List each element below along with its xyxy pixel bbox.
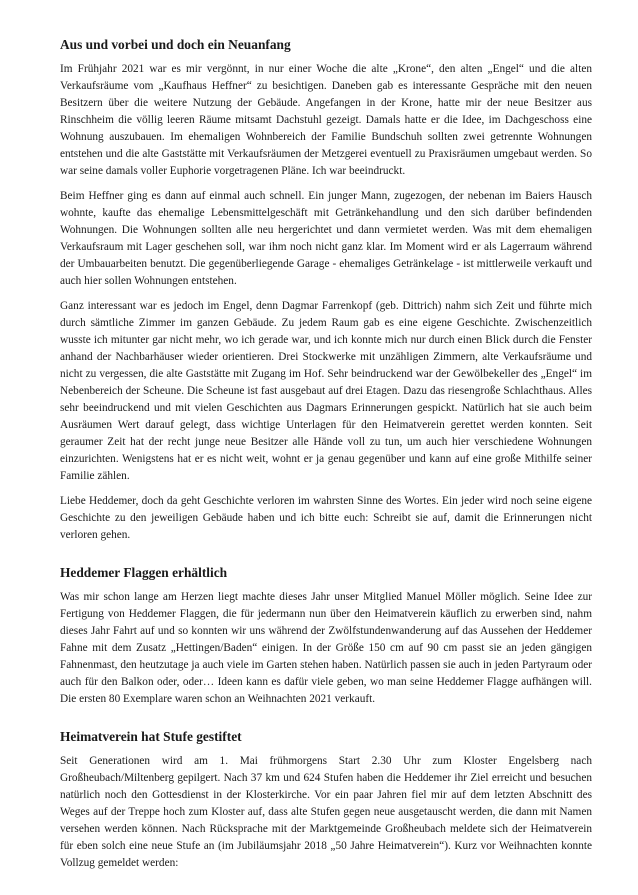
section-heading-neuanfang: Aus und vorbei und doch ein Neuanfang	[60, 37, 291, 52]
section-heading-stufe: Heimatverein hat Stufe gestiftet	[60, 729, 242, 744]
paragraph: Was mir schon lange am Herzen liegt machte dieses Jahr unser Mitglied Manuel Möller möglich. Seine Idee zur Fertigung von Heddemer Flaggen, die für jedermann nun über den Heimatverein käuflich zu erwerben sind, nahm dieses Jahr Fahrt auf und so konnten wir uns während der Zwölfstundenwanderung auf das Aussehen der Heddemer Fahne mit dem Zusatz „Hettingen/Baden“ einigen. In der Größe 150 cm auf 90 cm passt sie an jeden gängigen Fahnenmast, den heutzutage ja auch viele im Garten stehen haben. Natürlich passen sie auch in jeden Partyraum oder auch für den Balkon oder, oder… Ideen kann es dafür viele geben, wo man seine Heddemer Flagge aufhängen will. Die ersten 80 Exemplare waren schon an Weihnachten 2021 verkauft.	[60, 591, 592, 705]
paragraph: Ganz interessant war es jedoch im Engel, denn Dagmar Farrenkopf (geb. Dittrich) nahm sich Zeit und führte mich durch sämtliche Zimmer im ganzen Gebäude. Zu jedem Raum gab es eine eigene Geschichte. Zwischenzeitlich wusste ich mitunter gar nicht mehr, wo ich gerade war, und ich konnte mich nur durch einen Blick durch die Fenster anhand der Nachbarhäuser wieder orientieren. Drei Stockwerke mit unzähligen Zimmern, alte Verkaufsräume und nicht zu vergessen, die alte Gaststätte mit Zugang im Hof. Sehr beindruckend war der Gewölbekeller des „Engel“ im Nebenbereich der Scheune. Die Scheune ist fast ausgebaut auf drei Etagen. Dazu das riesengroße Schlachthaus. Alles sehr beeindruckend und mit vielen Geschichten aus Dagmars Erinnerungen gespickt. Natürlich hat sie auch beim Ausräumen Wert darauf gelegt, dass wichtige Unterlagen für den Heimatverein gerettet werden konnten. Seit geraumer Zeit hat der recht junge neue Besitzer alle Hände voll zu tun, um auch hier verschiedene Wohnungen einzurichten. Wenigstens hat er es nicht weit, wohnt er ja genau gegenüber und kann auf eine große Mithilfe seiner Familie zählen.	[60, 300, 592, 482]
paragraph: Im Frühjahr 2021 war es mir vergönnt, in nur einer Woche die alte „Krone“, den alten „Engel“ und die alten Verkaufsräume vom „Kaufhaus Heffner“ zu besichtigen. Daneben gab es interessante Gespräche mit den neuen Besitzern über die weitere Nutzung der Gebäude. Angefangen in der Krone, hatte mir der neue Besitzer aus Rinschheim die völlig leeren Räume mitsamt Dachstuhl gezeigt. Damals hatte er die Idee, im Dachgeschoss eine Wohnung auszubauen. Im ehemaligen Wohnbereich der Familie Bundschuh sollten zwei getrennte Wohnungen entstehen und die alte Gaststätte mit Verkaufsräumen der Metzgerei eventuell zu Praxisräumen umgebaut werden. So war seine damals voller Euphorie vorgetragenen Pläne. Ich war beeindruckt.	[60, 63, 592, 177]
section-heading-flaggen: Heddemer Flaggen erhältlich	[60, 565, 228, 580]
paragraph: Liebe Heddemer, doch da geht Geschichte verloren im wahrsten Sinne des Wortes. Ein jeder wird noch seine eigene Geschichte zu den jeweiligen Gebäude haben und ich bitte euch: Schreibt sie auf, damit die Erinnerungen nicht verloren gehen.	[60, 495, 592, 541]
paragraph: Beim Heffner ging es dann auf einmal auch schnell. Ein junger Mann, zugezogen, der nebenan im Baiers Hausch wohnte, kaufte das ehemalige Lebensmittelgeschäft mit Getränkehandlung und den sich darüber befindenden Wohnungen. Die Wohnungen sollten alle neu hergerichtet und dann vermietet werden. Was mit dem ehemaligen Verkaufsraum mit Lager geschehen soll, war ihm noch nicht ganz klar. Im Moment wird er als Lagerraum während der Umbauarbeiten benutzt. Die gegenüberliegende Garage - ehemaliges Getränkelage - ist mittlerweile verkauft und auch hier sollen Wohnungen entstehen.	[60, 190, 592, 287]
paragraph: Seit Generationen wird am 1. Mai frühmorgens Start 2.30 Uhr zum Kloster Engelsberg nach Großheubach/Miltenberg gepilgert. Nach 37 km und 624 Stufen haben die Heddemer ihr Ziel erreicht und besuchen natürlich noch den Gottesdienst in der Klosterkirche. Vor ein paar Jahren fiel mir auf dem letzten Abschnitt des Weges auf der Treppe hoch zum Kloster auf, dass alte Stufen gegen neue ausgetauscht werden, die dann mit Namen versehen werden können. Nach Rücksprache mit der Marktgemeinde Großheubach meldete sich der Heimatverein für eben solch eine neue Stufe an (im Jubiläumsjahr 2018 „50 Jahre Heimatverein“). Kurz vor Weihnachten konnte Vollzug gemeldet werden:	[60, 755, 592, 869]
